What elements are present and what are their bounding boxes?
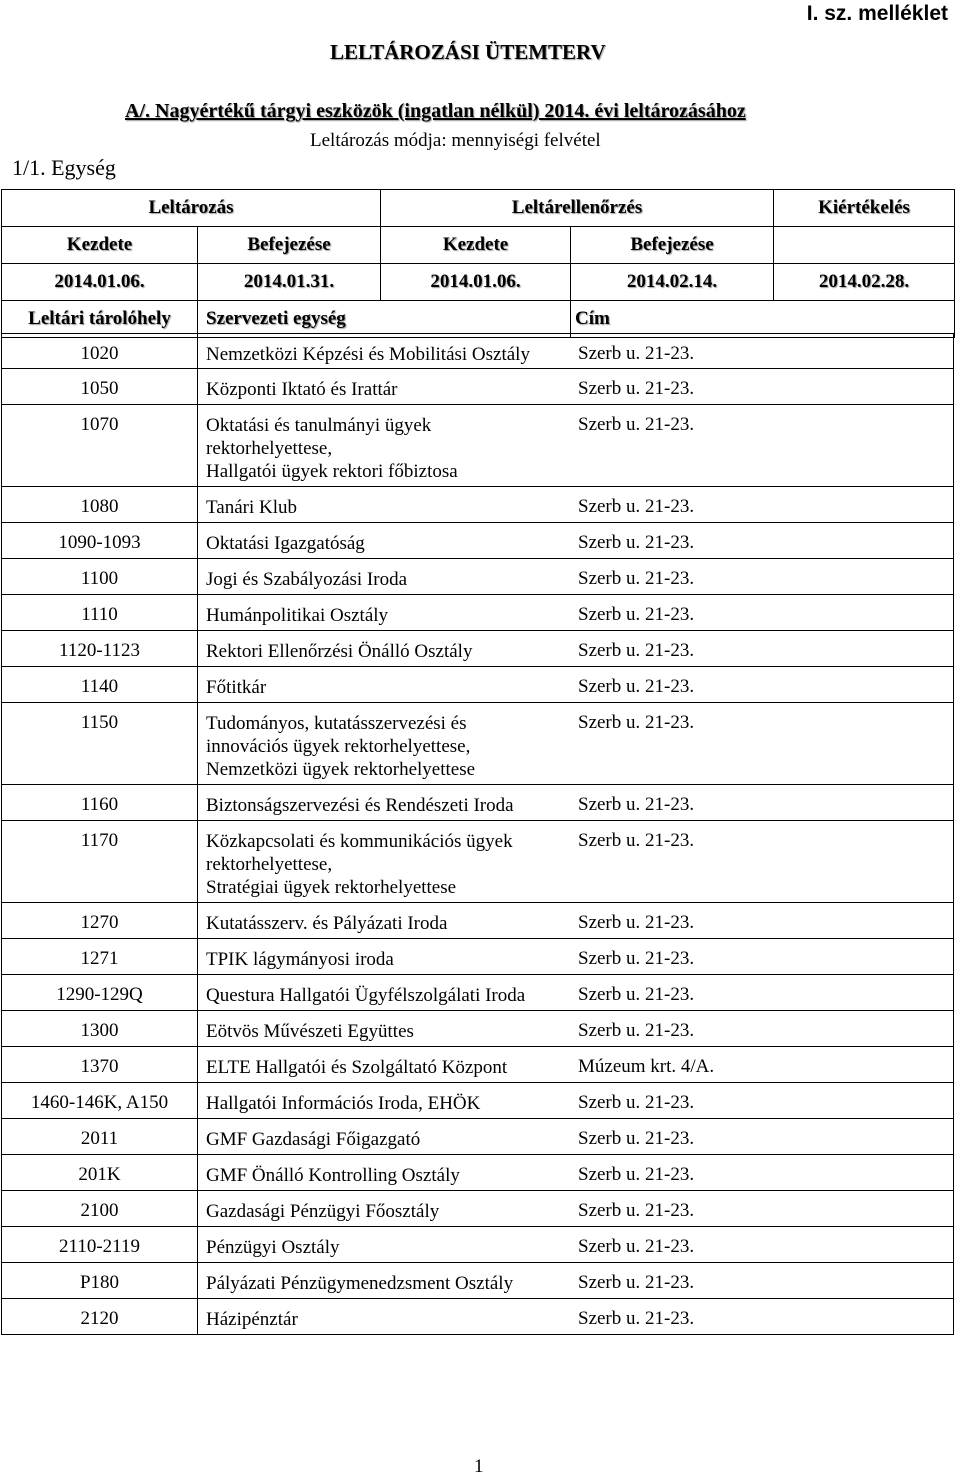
location-code: 1460-146K, A150 <box>2 1083 198 1118</box>
unit-name: Tanári Klub <box>206 497 298 518</box>
unit-name: Központi Iktató és Irattár <box>206 379 398 400</box>
unit-name: Közkapcsolati és kommunikációs ügyek rektorhelyettese, Stratégiai ügyek rektorhelyettese <box>206 831 513 898</box>
unit-name: Questura Hallgatói Ügyfélszolgálati Iroda <box>206 985 526 1006</box>
table-row <box>1 1083 954 1119</box>
location-code: 1110 <box>2 595 198 630</box>
address: Szerb u. 21-23. <box>578 414 695 435</box>
schedule-header-table <box>1 189 955 338</box>
unit-name: Biztonságszervezési és Rendészeti Iroda <box>206 795 514 816</box>
page-number: 1 <box>474 1456 484 1477</box>
table-row <box>1 785 954 821</box>
location-code: 1050 <box>2 369 198 404</box>
location-code: 1270 <box>2 903 198 938</box>
unit-name: GMF Önálló Kontrolling Osztály <box>206 1165 460 1186</box>
address: Szerb u. 21-23. <box>578 532 695 553</box>
end-header-1: Befejezése <box>198 227 381 264</box>
unit-name: Főtitkár <box>206 677 267 698</box>
start-header-1: Kezdete <box>2 227 198 264</box>
unit-name: Oktatási Igazgatóság <box>206 533 365 554</box>
annex-label: I. sz. melléklet <box>806 2 948 25</box>
table-row <box>1 595 954 631</box>
document-title: LELTÁROZÁSI ÜTEMTERV <box>330 40 606 64</box>
header-row-columns <box>2 301 955 338</box>
address: Szerb u. 21-23. <box>578 830 695 851</box>
empty-cell <box>774 227 955 264</box>
inventory-header: Leltározás <box>2 190 381 227</box>
location-code: 2011 <box>2 1119 198 1154</box>
end-header-2: Befejezése <box>571 227 774 264</box>
header-row-start-end <box>2 227 955 264</box>
address: Szerb u. 21-23. <box>578 378 695 399</box>
table-row <box>1 1263 954 1299</box>
col-location-header: Leltári tárolóhely <box>2 301 198 338</box>
location-code: P180 <box>2 1263 198 1298</box>
location-code: 1100 <box>2 559 198 594</box>
address: Szerb u. 21-23. <box>578 912 695 933</box>
address: Szerb u. 21-23. <box>578 640 695 661</box>
address: Szerb u. 21-23. <box>578 496 695 517</box>
location-code: 1070 <box>2 405 198 486</box>
location-code: 1300 <box>2 1011 198 1046</box>
table-row <box>1 1047 954 1083</box>
address: Szerb u. 21-23. <box>578 712 695 733</box>
unit-name: GMF Gazdasági Főigazgató <box>206 1129 421 1150</box>
date-inventory-end: 2014.01.31. <box>198 264 381 301</box>
unit-list <box>1 333 954 1335</box>
address: Szerb u. 21-23. <box>578 948 695 969</box>
table-row <box>1 667 954 703</box>
address: Szerb u. 21-23. <box>578 1092 695 1113</box>
table-row <box>1 1227 954 1263</box>
location-code: 1150 <box>2 703 198 784</box>
address: Szerb u. 21-23. <box>578 1236 695 1257</box>
location-code: 1160 <box>2 785 198 820</box>
address: Szerb u. 21-23. <box>578 568 695 589</box>
unit-label: 1/1. Egység <box>12 155 116 180</box>
unit-name: Oktatási és tanulmányi ügyek rektorhelyettese, Hallgatói ügyek rektori főbiztosa <box>206 415 458 482</box>
location-code: 2100 <box>2 1191 198 1226</box>
table-row <box>1 487 954 523</box>
location-code: 1020 <box>2 334 198 368</box>
location-code: 2120 <box>2 1299 198 1334</box>
unit-name: Jogi és Szabályozási Iroda <box>206 569 408 590</box>
address: Szerb u. 21-23. <box>578 1200 695 1221</box>
address: Szerb u. 21-23. <box>578 1020 695 1041</box>
unit-name: Humánpolitikai Osztály <box>206 605 389 626</box>
table-row <box>1 1011 954 1047</box>
table-row <box>1 333 954 369</box>
table-row <box>1 975 954 1011</box>
table-row <box>1 939 954 975</box>
table-row <box>1 631 954 667</box>
unit-name: Pályázati Pénzügymenedzsment Osztály <box>206 1273 514 1294</box>
unit-name: ELTE Hallgatói és Szolgáltató Központ <box>206 1057 508 1078</box>
unit-name: Nemzetközi Képzési és Mobilitási Osztály <box>206 344 530 365</box>
header-row-dates <box>2 264 955 301</box>
unit-name: Hallgatói Információs Iroda, EHÖK <box>206 1093 481 1114</box>
date-check-end: 2014.02.14. <box>571 264 774 301</box>
address: Szerb u. 21-23. <box>578 1308 695 1329</box>
location-code: 1370 <box>2 1047 198 1082</box>
table-row <box>1 703 954 785</box>
address: Szerb u. 21-23. <box>578 343 695 364</box>
unit-name: Rektori Ellenőrzési Önálló Osztály <box>206 641 473 662</box>
address: Szerb u. 21-23. <box>578 1272 695 1293</box>
unit-name: Eötvös Művészeti Együttes <box>206 1021 414 1042</box>
address: Szerb u. 21-23. <box>578 794 695 815</box>
location-code: 2110-2119 <box>2 1227 198 1262</box>
col-address-header: Cím <box>571 301 955 338</box>
unit-name: Kutatásszerv. és Pályázati Iroda <box>206 913 448 934</box>
location-code: 1090-1093 <box>2 523 198 558</box>
unit-name: Pénzügyi Osztály <box>206 1237 340 1258</box>
location-code: 1120-1123 <box>2 631 198 666</box>
inventory-method: Leltározás módja: mennyiségi felvétel <box>310 130 601 151</box>
table-row <box>1 405 954 487</box>
col-unit-header: Szervezeti egység <box>198 301 571 338</box>
evaluation-header: Kiértékelés <box>774 190 955 227</box>
table-row <box>1 1299 954 1335</box>
address: Múzeum krt. 4/A. <box>578 1056 715 1077</box>
table-row <box>1 369 954 405</box>
header-row-phases <box>2 190 955 227</box>
address: Szerb u. 21-23. <box>578 984 695 1005</box>
inventory-check-header: Leltárellenőrzés <box>381 190 774 227</box>
location-code: 1140 <box>2 667 198 702</box>
date-inventory-start: 2014.01.06. <box>2 264 198 301</box>
location-code: 1080 <box>2 487 198 522</box>
date-evaluation: 2014.02.28. <box>774 264 955 301</box>
document-subtitle: A/. Nagyértékű tárgyi eszközök (ingatlan nélkül) 2014. évi leltározásához <box>125 100 746 122</box>
address: Szerb u. 21-23. <box>578 676 695 697</box>
table-row <box>1 1155 954 1191</box>
table-row <box>1 1119 954 1155</box>
location-code: 1170 <box>2 821 198 902</box>
unit-name: TPIK lágymányosi iroda <box>206 949 394 970</box>
location-code: 1290-129Q <box>2 975 198 1010</box>
table-row <box>1 821 954 903</box>
table-row <box>1 523 954 559</box>
unit-name: Tudományos, kutatásszervezési és innovációs ügyek rektorhelyettese, Nemzetközi ügyek rektorhelyettese <box>206 713 476 780</box>
address: Szerb u. 21-23. <box>578 1128 695 1149</box>
table-row <box>1 559 954 595</box>
address: Szerb u. 21-23. <box>578 1164 695 1185</box>
unit-name: Gazdasági Pénzügyi Főosztály <box>206 1201 440 1222</box>
unit-name: Házipénztár <box>206 1309 298 1330</box>
location-code: 201K <box>2 1155 198 1190</box>
start-header-2: Kezdete <box>381 227 571 264</box>
address: Szerb u. 21-23. <box>578 604 695 625</box>
table-row <box>1 1191 954 1227</box>
table-row <box>1 903 954 939</box>
date-check-start: 2014.01.06. <box>381 264 571 301</box>
location-code: 1271 <box>2 939 198 974</box>
